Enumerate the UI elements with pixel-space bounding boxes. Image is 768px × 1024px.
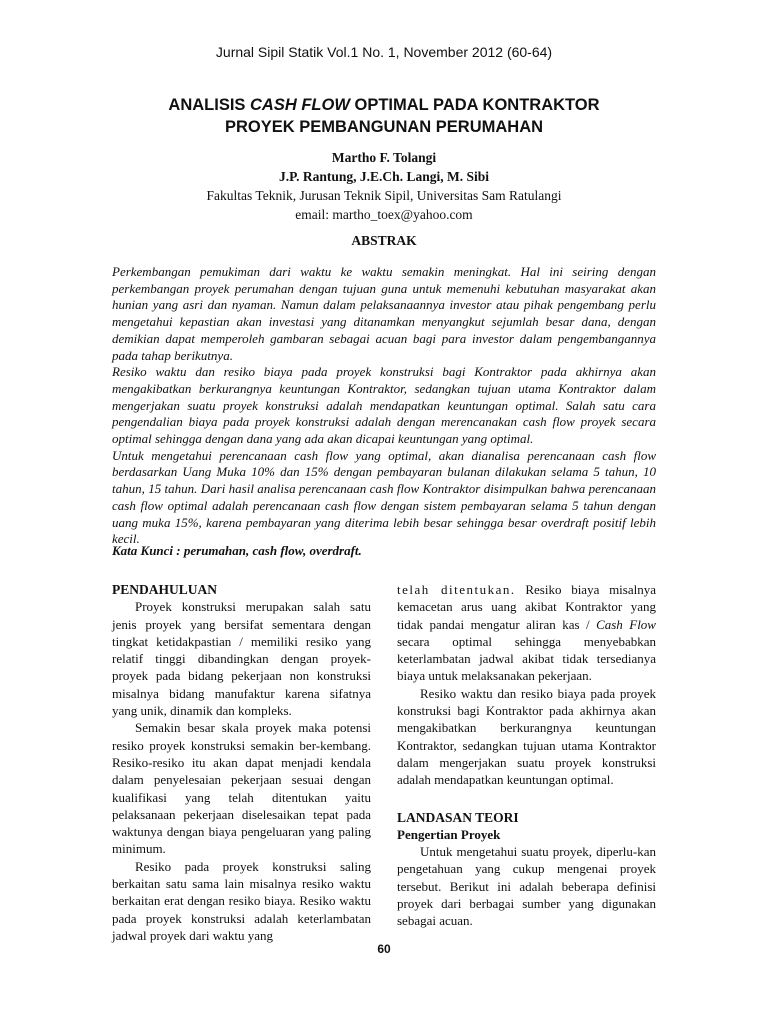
keywords: Kata Kunci : perumahan, cash flow, overdraft. bbox=[112, 543, 362, 558]
page-number: 60 bbox=[377, 942, 391, 956]
body-paragraph bbox=[397, 581, 656, 685]
abstract-paragraph: Untuk mengetahui perencanaan cash flow yang optimal, akan dianalisa perencanaan cash flow berdasarkan Uang Muka 10% dan 15% dengan pembayaran bulanan dilakukan selama 5 tahun, 10 tahun, 15 tahun. Dari hasil analisa perencanaan cash flow Kontraktor disimpulkan bahwa perencanaan cash flow optimal adalah perencanaan cash flow dengan sistem pembayaran selama 5 tahun dengan uang muka 15%, karena pembayaran yang diterima lebih besar sehingga besar overdraft positif lebih kecil. bbox=[112, 447, 656, 547]
body-paragraph: Untuk mengetahui suatu proyek, diperlu-kan pengetahuan yang cukup mengenai proyek tersebut. Berikut ini adalah beberapa definisi proyek dari berbagai sumber yang digunakan sebagai acuan. bbox=[397, 844, 656, 929]
body-paragraph: Proyek konstruksi merupakan salah satu jenis proyek yang bersifat sementara dengan tingkat ketidakpastian / memiliki resiko yang relatif tinggi dibandingkan dengan proyek-proyek pada bidang pekerjaan non konstruksi misalnya bidang manufaktur karena sifatnya yang unik, dinamik dan kompleks. bbox=[112, 599, 371, 719]
italic-term: Cash Flow bbox=[596, 616, 656, 632]
affiliation: Fakultas Teknik, Jurusan Teknik Sipil, Universitas Sam Ratulangi bbox=[206, 188, 562, 203]
subsection-heading: Pengertian Proyek bbox=[397, 826, 501, 842]
abstract-body bbox=[112, 264, 656, 548]
title-text: ANALISIS bbox=[168, 96, 251, 114]
section-heading-landasan-teori: LANDASAN TEORI bbox=[397, 809, 519, 825]
right-column bbox=[397, 581, 656, 930]
body-paragraph: Resiko waktu dan resiko biaya pada proyek konstruksi bagi Kontraktor pada akhirnya akan mengakibatkan berkurangnya keuntungan Kontraktor, sedangkan tujuan utama Kontraktor dalam mengerjakan suatu proyek konstruksi adalah mendapatkan keuntungan optimal. bbox=[397, 685, 656, 788]
journal-header: Jurnal Sipil Statik Vol.1 No. 1, November 2012 (60-64) bbox=[215, 44, 553, 60]
author-primary: Martho F. Tolangi bbox=[331, 150, 437, 165]
body-paragraph: Semakin besar skala proyek maka potensi resiko proyek konstruksi semakin ber-kembang. Resiko-resiko itu akan dapat menjadi kendala dalam penyelesaian pekerjaan sesuai dengan kualifikasi yang telah ditentukan yaitu pelaksanaan pekerjaan diselesaikan tepat pada waktunya dengan biaya pengeluaran yang paling minimum. bbox=[112, 720, 371, 857]
section-heading-pendahuluan: PENDAHULUAN bbox=[112, 582, 218, 597]
abstract-paragraph: Perkembangan pemukiman dari waktu ke waktu semakin meningkat. Hal ini seiring dengan perkembangan proyek perumahan dengan tujuan guna untuk memenuhi kebutuhan masyarakat akan hunian yang asri dan nyaman. Namun dalam pelaksanaannya investor atau pihak pengembang perlu mengetahui kepastian akan investasi yang ditanamkan menyangkut sejumlah besar dana, dengan demikian dapat memperoleh gambaran sebagai acuan bagi para investor dalam pengembangannya pada tahap berikutnya. bbox=[112, 264, 656, 363]
spaced-text: telah ditentukan. bbox=[397, 582, 516, 597]
abstract-paragraph: Resiko waktu dan resiko biaya pada proyek konstruksi bagi Kontraktor pada akhirnya akan mengakibatkan berkurangnya keuntungan Kontraktor, sedangkan tujuan utama Kontraktor dalam mengerjakan suatu proyek konstruksi adalah mendapatkan keuntungan optimal. Salah satu cara pengendalian biaya pada proyek konstruksi adalah dengan merencanakan cash flow proyek secara optimal sehingga dengan dana yang ada akan dicapai keuntungan yang optimal. bbox=[112, 364, 656, 447]
author-block bbox=[0, 148, 768, 224]
title-italic-text: CASH FLOW bbox=[250, 96, 350, 114]
paper-title bbox=[0, 94, 768, 138]
left-column bbox=[112, 581, 371, 944]
title-text: OPTIMAL PADA KONTRAKTOR bbox=[349, 96, 600, 114]
author-coauthors: J.P. Rantung, J.E.Ch. Langi, M. Sibi bbox=[279, 169, 489, 184]
abstract-heading: ABSTRAK bbox=[351, 233, 417, 248]
body-text: secara optimal sehingga menyebabkan keterlambatan jadwal akibat tidak tersedianya biaya untuk melaksanakan pekerjaan. bbox=[397, 633, 656, 684]
title-line-1 bbox=[0, 94, 768, 116]
author-email: email: martho_toex@yahoo.com bbox=[295, 207, 473, 222]
body-text: Resiko biaya misalnya kemacetan arus uang akibat Kontraktor yang tidak pandai mengatur aliran kas / bbox=[397, 582, 657, 632]
body-paragraph: Resiko pada proyek konstruksi saling berkaitan satu sama lain misalnya resiko waktu berkaitan erat dengan resiko biaya. Resiko waktu pada proyek konstruksi adalah keterlambatan jadwal proyek dari waktu yang bbox=[112, 858, 371, 943]
title-line-2: PROYEK PEMBANGUNAN PERUMAHAN bbox=[224, 118, 544, 136]
